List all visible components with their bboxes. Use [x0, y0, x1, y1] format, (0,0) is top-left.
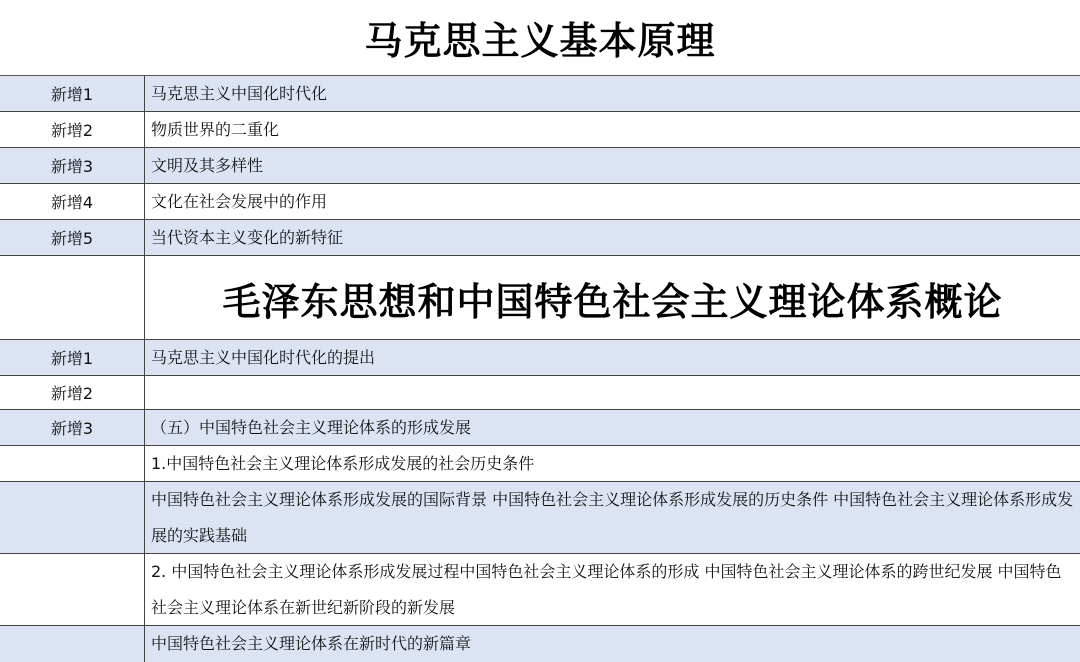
row-label: [0, 446, 145, 481]
section-title-spacer: [0, 256, 145, 340]
row-label: 新增5: [0, 220, 145, 255]
title-mao-thought-theory: 毛泽东思想和中国特色社会主义理论体系概论: [222, 279, 1003, 324]
table-row: [0, 554, 1080, 626]
row-content: 1.中国特色社会主义理论体系形成发展的社会历史条件: [151, 453, 535, 473]
row-content: 当代资本主义变化的新特征: [151, 227, 344, 247]
table-row: [0, 184, 1080, 220]
table-row: [0, 410, 1080, 446]
table-row: [0, 112, 1080, 148]
title-marxism-principles: 马克思主义基本原理: [0, 0, 1080, 76]
row-content: 马克思主义中国化时代化: [151, 83, 328, 103]
row-label: [0, 554, 145, 625]
table-row: [0, 76, 1080, 112]
table-row: [0, 482, 1080, 554]
table-row: [0, 148, 1080, 184]
row-label: 新增1: [0, 340, 145, 375]
row-label: [0, 482, 145, 553]
row-label: [0, 626, 145, 662]
row-label: 新增4: [0, 184, 145, 219]
table-row: [0, 220, 1080, 256]
row-content: 马克思主义中国化时代化的提出: [151, 347, 376, 367]
table-row: [0, 376, 1080, 410]
row-label: 新增1: [0, 76, 145, 111]
row-label: 新增2: [0, 376, 145, 409]
row-content: 文明及其多样性: [151, 155, 264, 175]
row-content: 文化在社会发展中的作用: [151, 191, 328, 211]
table-row: [0, 626, 1080, 662]
row-content: 中国特色社会主义理论体系在新时代的新篇章: [151, 634, 472, 653]
row-label: 新增2: [0, 112, 145, 147]
row-content: （五）中国特色社会主义理论体系的形成发展: [151, 417, 472, 437]
table-row: [0, 446, 1080, 482]
row-content: 中国特色社会主义理论体系形成发展的国际背景 中国特色社会主义理论体系形成发展的历史条件 中国特色社会主义理论体系形成发展的实践基础: [151, 490, 1074, 545]
table-row: [0, 340, 1080, 376]
row-content: 2. 中国特色社会主义理论体系形成发展过程中国特色社会主义理论体系的形成 中国特色社会主义理论体系的跨世纪发展 中国特色社会主义理论体系在新世纪新阶段的新发展: [151, 562, 1062, 617]
row-content: [145, 376, 1080, 409]
row-content: 物质世界的二重化: [151, 119, 280, 139]
row-label: 新增3: [0, 410, 145, 445]
row-label: 新增3: [0, 148, 145, 183]
